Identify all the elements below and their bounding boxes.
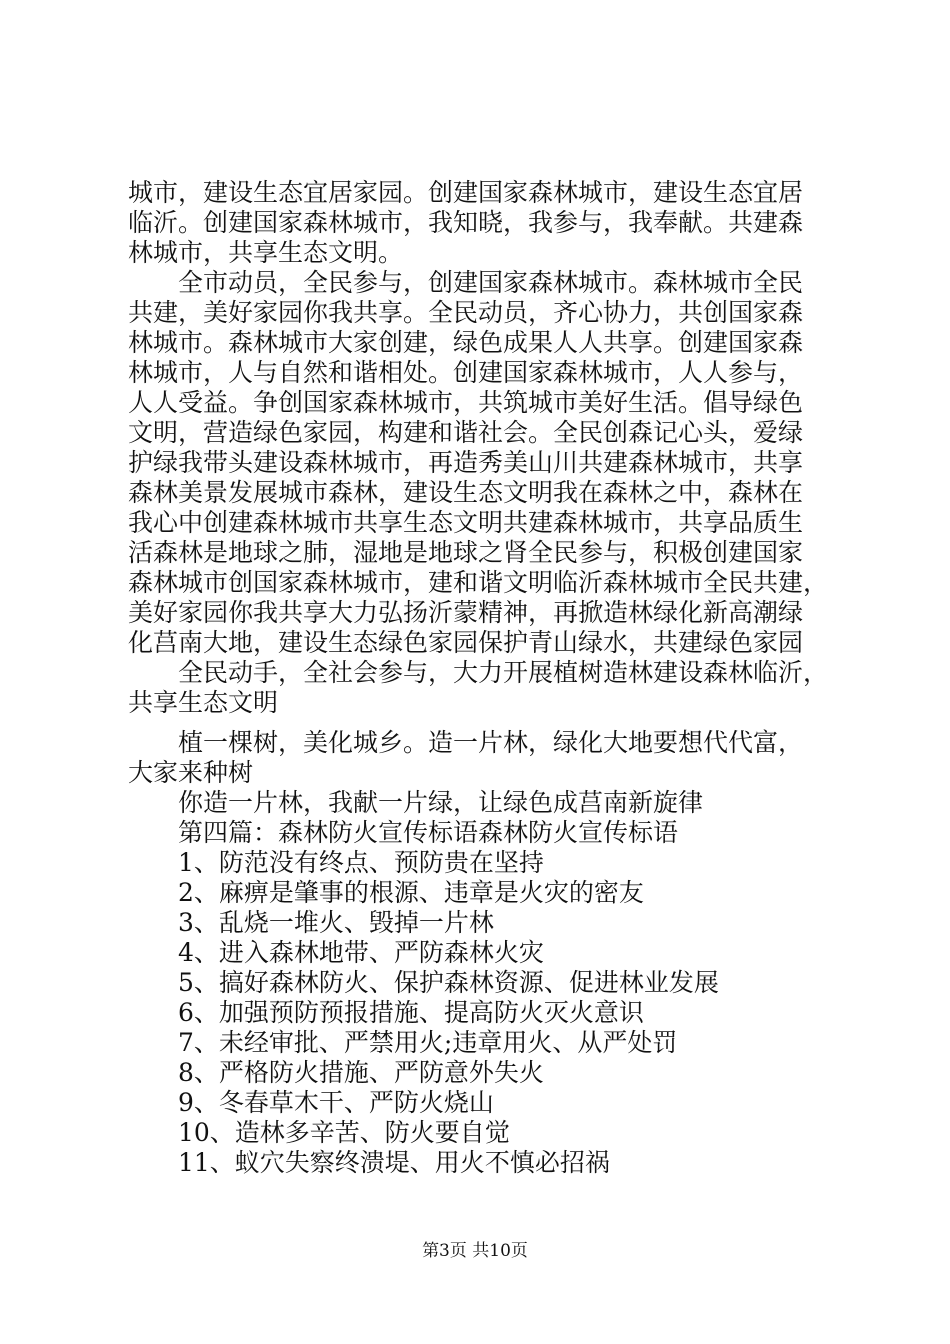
text-line: 森林美景发展城市森林，建设生态文明我在森林之中，森林在 bbox=[128, 478, 804, 507]
text-line: 你造一片林，我献一片绿，让绿色成莒南新旋律 bbox=[178, 788, 704, 817]
text-line: 临沂。创建国家森林城市，我知晓，我参与，我奉献。共建森 bbox=[128, 208, 804, 237]
page-footer: 第3页 共10页 bbox=[422, 1241, 528, 1261]
list-item: 5、搞好森林防火、保护森林资源、促进林业发展 bbox=[178, 968, 719, 997]
text-line: 共享生态文明 bbox=[128, 688, 279, 717]
text-line: 美好家园你我共享大力弘扬沂蒙精神，再掀造林绿化新高潮绿 bbox=[128, 598, 804, 627]
list-item: 9、冬春草木干、严防火烧山 bbox=[178, 1088, 494, 1117]
list-item: 2、麻痹是肇事的根源、违章是火灾的密友 bbox=[178, 878, 644, 907]
text-line: 森林城市创国家森林城市，建和谐文明临沂森林城市全民共建， bbox=[128, 568, 829, 597]
text-line: 全市动员，全民参与，创建国家森林城市。森林城市全民 bbox=[178, 268, 804, 297]
text-line: 林城市。森林城市大家创建，绿色成果人人共享。创建国家森 bbox=[128, 328, 804, 357]
text-line: 大家来种树 bbox=[128, 758, 254, 787]
list-item: 11、蚁穴失察终溃堤、用火不慎必招祸 bbox=[178, 1148, 610, 1177]
text-line: 化莒南大地，建设生态绿色家园保护青山绿水，共建绿色家园 bbox=[128, 628, 804, 657]
text-line: 文明，营造绿色家园，构建和谐社会。全民创森记心头，爱绿 bbox=[128, 418, 804, 447]
list-item: 7、未经审批、严禁用火;违章用火、从严处罚 bbox=[178, 1028, 678, 1057]
list-item: 3、乱烧一堆火、毁掉一片林 bbox=[178, 908, 494, 937]
text-line: 活森林是地球之肺，湿地是地球之肾全民参与，积极创建国家 bbox=[128, 538, 804, 567]
list-item: 1、防范没有终点、预防贵在坚持 bbox=[178, 848, 544, 877]
list-item: 8、严格防火措施、严防意外失火 bbox=[178, 1058, 544, 1087]
list-item: 4、进入森林地带、严防森林火灾 bbox=[178, 938, 544, 967]
text-line: 植一棵树，美化城乡。造一片林，绿化大地要想代代富， bbox=[178, 728, 804, 757]
text-line: 人人受益。争创国家森林城市，共筑城市美好生活。倡导绿色 bbox=[128, 388, 804, 417]
text-line: 林城市，共享生态文明。 bbox=[128, 238, 404, 267]
list-item: 6、加强预防预报措施、提高防火灭火意识 bbox=[178, 998, 644, 1027]
text-line: 共建，美好家园你我共享。全民动员，齐心协力，共创国家森 bbox=[128, 298, 804, 327]
text-line: 全民动手，全社会参与，大力开展植树造林建设森林临沂， bbox=[178, 658, 829, 687]
text-line: 城市，建设生态宜居家园。创建国家森林城市，建设生态宜居 bbox=[128, 178, 804, 207]
list-item: 10、造林多辛苦、防火要自觉 bbox=[178, 1118, 510, 1147]
text-line: 林城市，人与自然和谐相处。创建国家森林城市，人人参与， bbox=[128, 358, 804, 387]
text-line: 护绿我带头建设森林城市，再造秀美山川共建森林城市，共享 bbox=[128, 448, 804, 477]
text-line: 我心中创建森林城市共享生态文明共建森林城市，共享品质生 bbox=[128, 508, 804, 537]
section-heading: 第四篇：森林防火宣传标语森林防火宣传标语 bbox=[178, 818, 679, 847]
